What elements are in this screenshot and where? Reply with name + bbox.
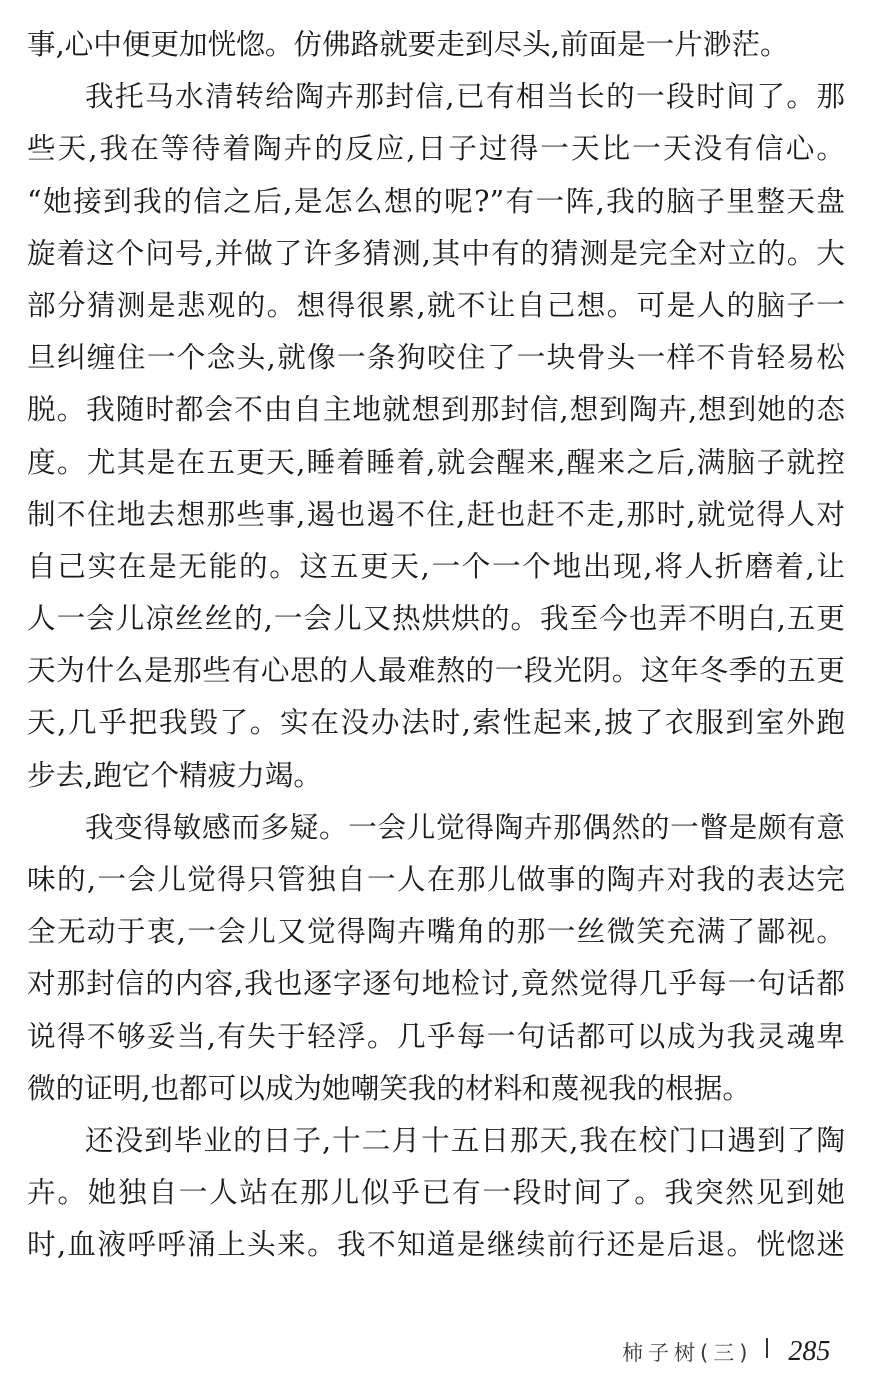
text-line: 全无动于衷,一会儿又觉得陶卉嘴角的那一丝微笑充满了鄙视。: [27, 914, 845, 949]
page-number: 285: [788, 1336, 831, 1367]
text-line: 度。尤其是在五更天,睡着睡着,就会醒来,醒来之后,满脑子就控: [27, 444, 845, 479]
text-line: 些天,我在等待着陶卉的反应,日子过得一天比一天没有信心。: [27, 131, 845, 166]
text-line: 自己实在是无能的。这五更天,一个一个地出现,将人折磨着,让: [27, 548, 845, 583]
text-line: 味的,一会儿觉得只管独自一人在那儿做事的陶卉对我的表达完: [27, 862, 845, 896]
text-line: 步去,跑它个精疲力竭。: [27, 757, 323, 792]
text-line: 时,血液呼呼涌上头来。我不知道是继续前行还是后退。恍惚迷: [27, 1227, 845, 1262]
text-line: 人一会儿凉丝丝的,一会儿又热烘烘的。我至今也弄不明白,五更: [27, 601, 845, 636]
text-line: 说得不够妥当,有失于轻浮。几乎每一句话都可以成为我灵魂卑: [27, 1018, 845, 1053]
text-line: 事,心中便更加恍惚。仿佛路就要走到尽头,前面是一片渺茫。: [27, 27, 789, 61]
text-line: 微的证明,也都可以成为她嘲笑我的材料和蔑视我的根据。: [27, 1070, 751, 1105]
text-line: 卉。她独自一人站在那儿似乎已有一段时间了。我突然见到她: [27, 1175, 845, 1210]
text-line: 旦纠缠住一个念头,就像一条狗咬住了一块骨头一样不肯轻易松: [27, 340, 845, 375]
page-body: [27, 18, 845, 1271]
text-line: 旋着这个问号,并做了许多猜测,其中有的猜测是完全对立的。大: [27, 235, 845, 270]
text-line: 天,几乎把我毁了。实在没办法时,索性起来,披了衣服到室外跑: [27, 705, 845, 740]
text-line: 脱。我随时都会不由自主地就想到那封信,想到陶卉,想到她的态: [27, 392, 845, 427]
footer-separator: [766, 1338, 768, 1358]
page-footer: [622, 1332, 830, 1372]
text-line: 天为什么是那些有心思的人最难熬的一段光阴。这年冬季的五更: [27, 653, 845, 688]
paragraph-first-line: 我托马水清转给陶卉那封信,已有相当长的一段时间了。那: [85, 79, 845, 114]
text-line: 对那封信的内容,我也逐字逐句地检讨,竟然觉得几乎每一句话都: [27, 966, 845, 1001]
running-title: 柿子树(三): [622, 1341, 753, 1365]
text-line: “她接到我的信之后,是怎么想的呢?”有一阵,我的脑子里整天盘: [27, 183, 845, 218]
paragraph-first-line: 还没到毕业的日子,十二月十五日那天,我在校门口遇到了陶: [85, 1122, 845, 1157]
text-line: 制不住地去想那些事,遏也遏不住,赶也赶不走,那时,就觉得人对: [27, 496, 845, 531]
paragraph-first-line: 我变得敏感而多疑。一会儿觉得陶卉那偶然的一瞥是颇有意: [85, 809, 845, 844]
text-line: 部分猜测是悲观的。想得很累,就不让自己想。可是人的脑子一: [27, 287, 845, 322]
